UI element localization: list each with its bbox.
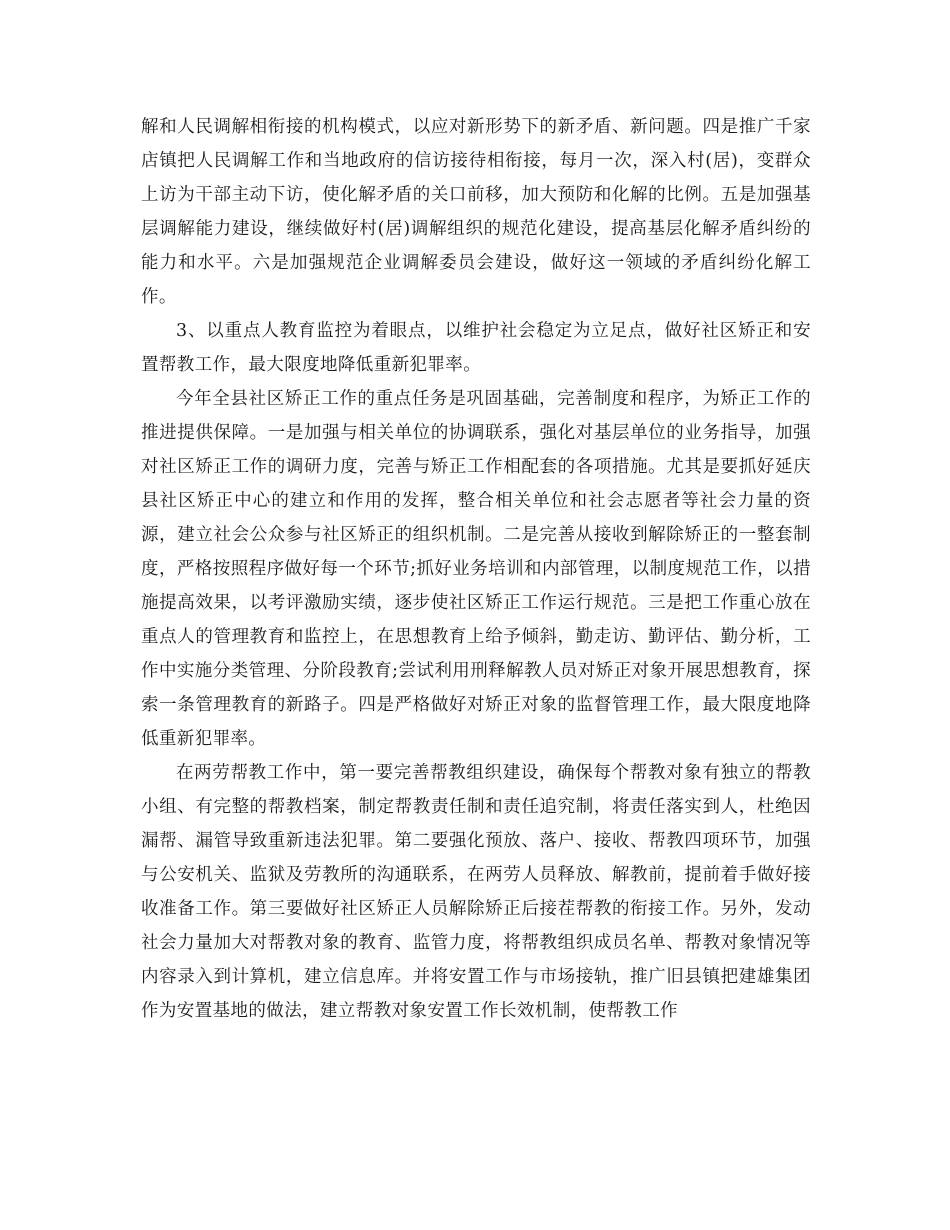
document-body (141, 110, 811, 1028)
paragraph-continuation: 解和人民调解相衔接的机构模式，以应对新形势下的新矛盾、新问题。四是推广千家店镇把人民调解工作和当地政府的信访接待相衔接，每月一次，深入村(居)，变群众上访为干部主动下访，使化解矛盾的关口前移，加大预防和化解的比例。五是加强基层调解能力建设，继续做好村(居)调解组织的规范化建设，提高基层化解矛盾纠纷的能力和水平。六是加强规范企业调解委员会建设，做好这一领域的矛盾纠纷化解工作。 (141, 117, 811, 307)
paragraph-section-heading: 3、以重点人教育监控为着眼点，以维护社会稳定为立足点，做好社区矫正和安置帮教工作，最大限度地降低重新犯罪率。 (141, 321, 811, 375)
paragraph-community-correction: 今年全县社区矫正工作的重点任务是巩固基础，完善制度和程序，为矫正工作的推进提供保障。一是加强与相关单位的协调联系，强化对基层单位的业务指导，加强对社区矫正工作的调研力度，完善与矫正工作相配套的各项措施。尤其是要抓好延庆县社区矫正中心的建立和作用的发挥，整合相关单位和社会志愿者等社会力量的资源，建立社会公众参与社区矫正的组织机制。二是完善从接收到解除矫正的一整套制度，严格按照程序做好每一个环节;抓好业务培训和内部管理，以制度规范工作，以措施提高效果，以考评激励实绩，逐步使社区矫正工作运行规范。三是把工作重心放在重点人的管理教育和监控上，在思想教育上给予倾斜，勤走访、勤评估、勤分析，工作中实施分类管理、分阶段教育;尝试利用刑释解教人员对矫正对象开展思想教育，探索一条管理教育的新路子。四是严格做好对矫正对象的监督管理工作，最大限度地降低重新犯罪率。 (141, 389, 811, 749)
paragraph-resettlement-assistance: 在两劳帮教工作中，第一要完善帮教组织建设，确保每个帮教对象有独立的帮教小组、有完整的帮教档案，制定帮教责任制和责任追究制，将责任落实到人，杜绝因漏帮、漏管导致重新违法犯罪。第二要强化预放、落户、接收、帮教四项环节，加强与公安机关、监狱及劳教所的沟通联系，在两劳人员释放、解教前，提前着手做好接收准备工作。第三要做好社区矫正人员解除矫正后接茬帮教的衔接工作。另外，发动社会力量加大对帮教对象的教育、监管力度，将帮教组织成员名单、帮教对象情况等内容录入到计算机，建立信息库。并将安置工作与市场接轨，推广旧县镇把建雄集团作为安置基地的做法，建立帮教对象安置工作长效机制，使帮教工作 (141, 763, 811, 1021)
